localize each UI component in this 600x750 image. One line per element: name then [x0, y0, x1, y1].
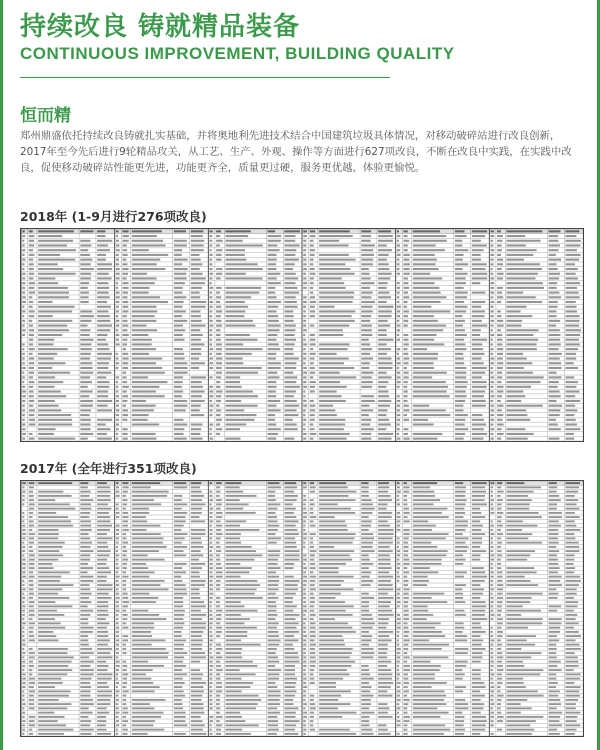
table-2018-grid: [21, 229, 583, 441]
left-accent-bar: [0, 0, 3, 750]
brand-heading: 恒而精: [20, 106, 71, 126]
page-subtitle: CONTINUOUS IMPROVEMENT, BUILDING QUALITY: [20, 44, 455, 63]
table-2018-heading: 2018年 (1-9月进行276项改良): [20, 209, 207, 224]
intro-paragraph: 郑州鼎盛依托持续改良铸就扎实基础，并将奥地利先进技术结合中国建筑垃圾具体情况，对移动破碎站进行改良创新，2017年至今先后进行9轮精品攻关，从工艺、生产、外观、操作等方面进行627项改良，不断在改良中实践，在实践中改良，促使移动破碎站性能更先进，功能更齐全，质量更过硬，服务更优越，体验更愉悦。: [20, 130, 572, 174]
title-divider: [20, 77, 390, 78]
table-2017-heading: 2017年 (全年进行351项改良): [20, 461, 197, 476]
improvement-table-2018: [20, 228, 584, 442]
page-title: 持续改良 铸就精品装备: [20, 12, 301, 42]
improvement-table-2017: [20, 480, 584, 737]
table-2017-grid: [21, 481, 583, 736]
